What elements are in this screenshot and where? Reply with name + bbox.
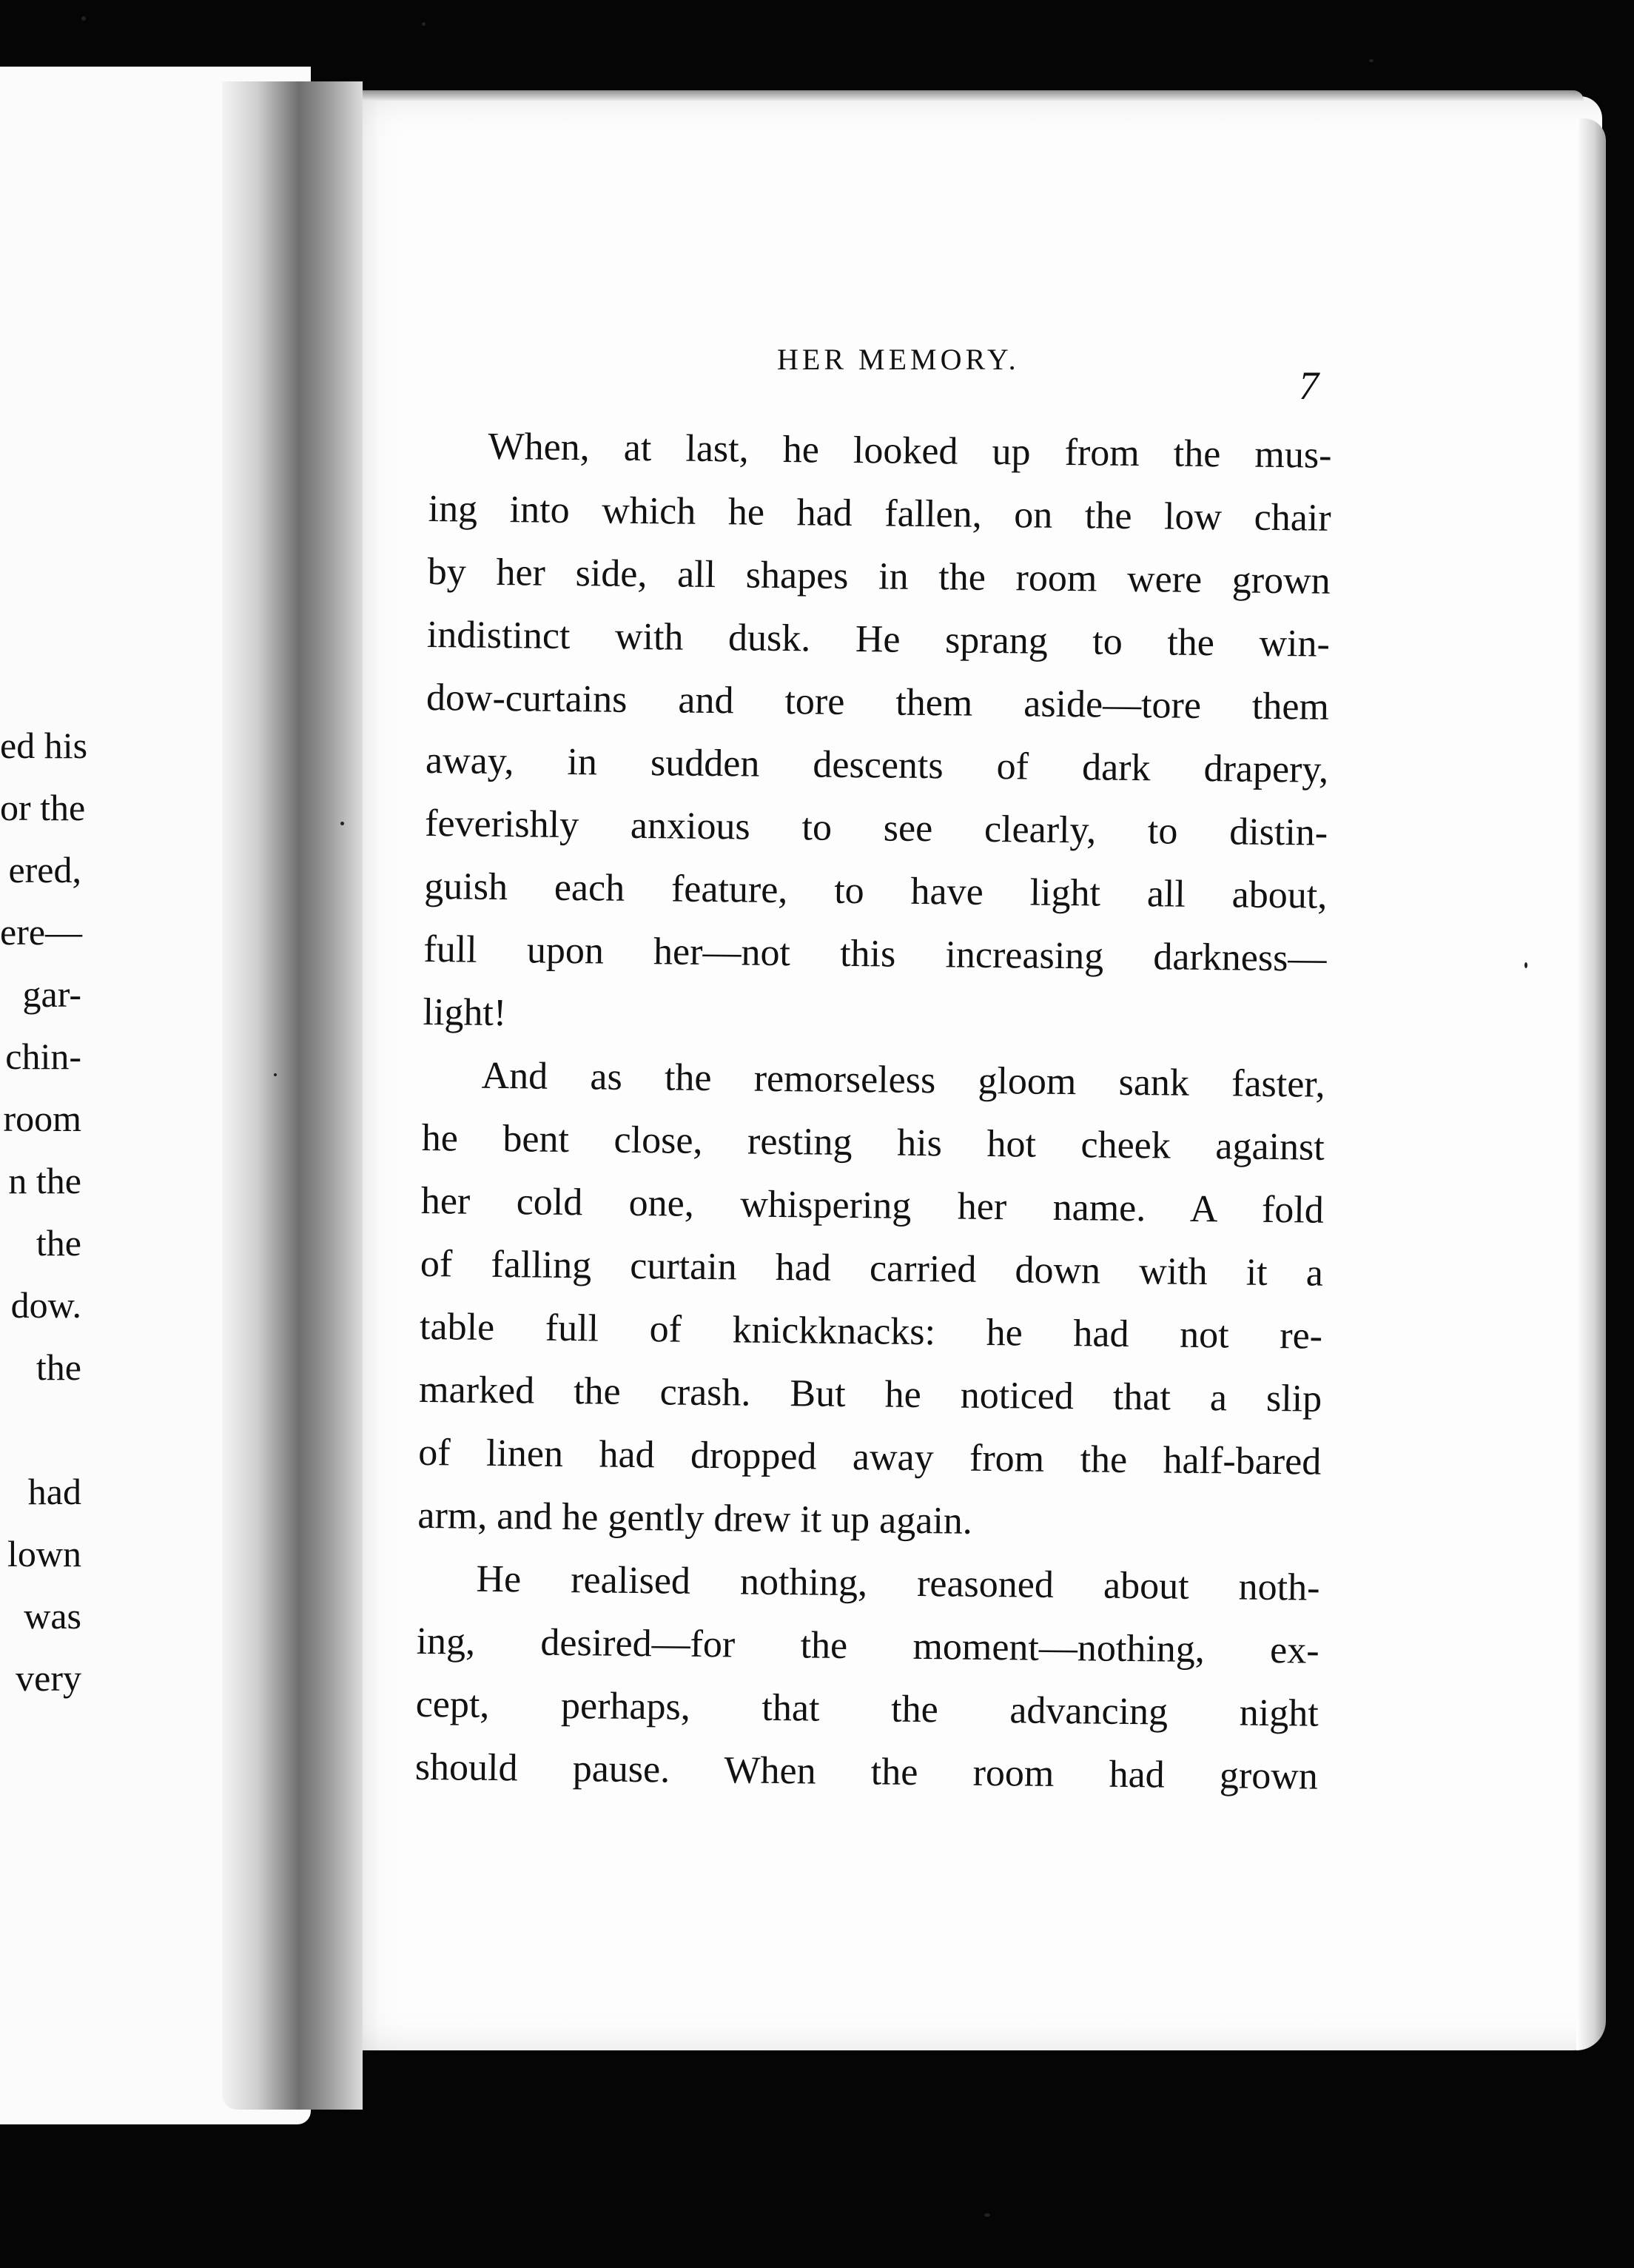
text-line: dow-curtains and tore them aside—tore them [426,676,1330,728]
left-line: gar- [22,973,81,1015]
left-line: ed his [0,725,88,766]
left-line: the [36,1346,81,1388]
text-line: by her side, all shapes in the room were grown [427,550,1331,603]
text-line: arm, and he gently drew it up again. [417,1494,973,1543]
left-line: had [27,1471,81,1512]
text-line: should pause. When the room had grown [414,1745,1319,1798]
text-line: full upon her—not this increasing darkness— [423,927,1327,980]
text-line: cept, perhaps, that the advancing night [415,1682,1319,1735]
gutter-shadow [222,81,363,2110]
text-line: ing into which he had fallen, on the low chair [428,487,1331,540]
dust-speck [340,822,344,825]
text-line: away, in sudden descents of dark drapery, [425,739,1329,791]
page-fore-edge [1576,118,1606,2050]
running-head: HER MEMORY. [777,343,1020,376]
dust-speck [274,1073,277,1076]
text-line: feverishly anxious to see clearly, to distin- [424,802,1328,854]
left-line: very [16,1657,81,1699]
left-line: dow. [10,1284,81,1326]
text-line: of falling curtain had carried down with it a [420,1242,1324,1295]
text-line: guish each feature, to have light all about, [424,865,1328,917]
page-top-edge [340,90,1584,101]
left-line: or the [0,787,86,828]
dust-speck [81,16,86,21]
text-line: of linen had dropped away from the half-bared [418,1431,1322,1483]
dust-speck [984,2213,990,2217]
text-line: And as the remorseless gloom sank faster, [481,1054,1325,1106]
left-line: lown [7,1533,81,1574]
paragraph [414,1547,1319,1808]
text-line: marked the crash. But he noticed that a slip [418,1368,1322,1420]
left-line: n the [8,1160,81,1201]
text-line: When, at last, he looked up from the mus- [488,425,1332,477]
left-line: ered, [8,849,81,890]
left-line: room [3,1098,81,1139]
dust-speck [1369,59,1374,62]
text-line: light! [423,990,507,1035]
text-line: ing, desired—for the moment—nothing, ex- [416,1620,1319,1672]
left-line: was [24,1595,81,1637]
text-line: her cold one, whispering her name. A fold [420,1179,1325,1232]
page-number: 7 [1299,363,1319,408]
left-line: chin- [5,1036,81,1077]
text-line: indistinct with dusk. He sprang to the win- [426,613,1331,665]
dust-speck [1524,962,1527,968]
body-text [414,415,1332,1808]
paragraph [423,415,1332,1053]
paragraph [417,1044,1325,1557]
left-line: the [36,1222,81,1264]
text-line: table full of knickknacks: he had not re- [419,1305,1323,1358]
dust-speck [422,22,426,26]
text-line: He realised nothing, reasoned about noth- [476,1557,1320,1609]
text-line: he bent close, resting his hot cheek against [421,1116,1325,1169]
left-line: ere— [0,911,83,953]
